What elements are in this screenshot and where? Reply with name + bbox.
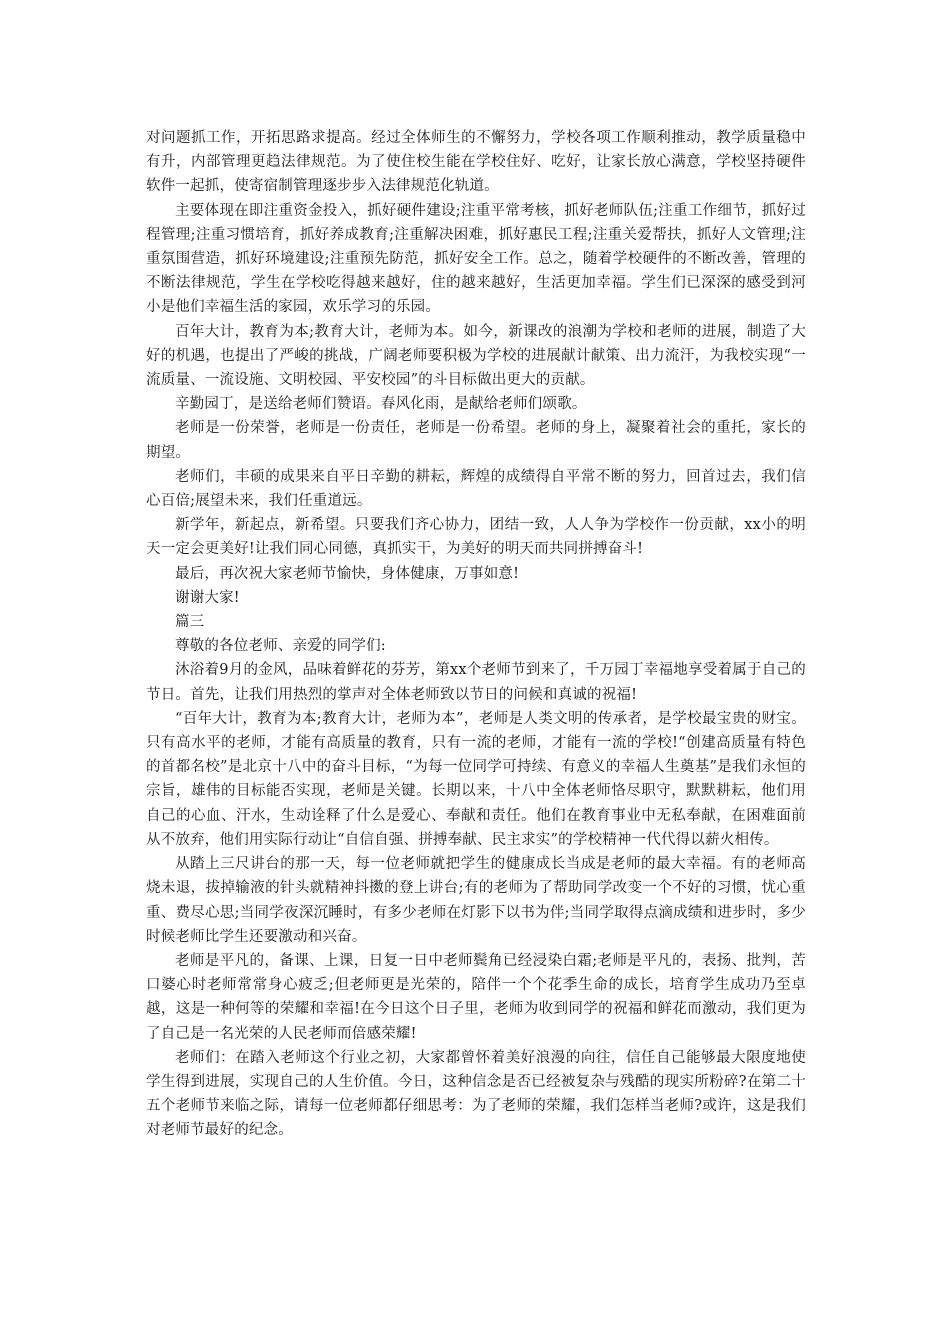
paragraph: 老师们，丰硕的成果来自平日辛勤的耕耘，辉煌的成绩得自平常不断的努力，回首过去，我们信心百倍;展望未来，我们任重道远。 bbox=[146, 468, 806, 510]
paragraph: 谢谢大家! bbox=[175, 589, 240, 606]
paragraph: “百年大计，教育为本;教育大计，老师为本”，老师是人类文明的传承者，是学校最宝贵的财宝。只有高水平的老师，才能有高质量的教育，只有一流的老师，才能有一流的学校!“创建高质量有特色的首都名校”是北京十八中的奋斗目标，“为每一位同学可持续、有意义的幸福人生奠基”是我们永恒的宗旨，雄伟的目标能否实现，老师是关键。长期以来，十八中全体老师恪尽职守，默默耕耘，他们用自己的心血、汗水，生动诠释了什么是爱心、奉献和责任。他们在教育事业中无私奉献，在困难面前从不放弃，他们用实际行动让“自信自强、拼搏奉献、民主求实”的学校精神一代代得以薪火相传。 bbox=[146, 710, 806, 848]
paragraph: 从踏上三尺讲台的那一天，每一位老师就把学生的健康成长当成是老师的最大幸福。有的老师高烧未退，拔掉输液的针头就精神抖擞的登上讲台;有的老师为了帮助同学改变一个不好的习惯，忧心重重、费尽心思;当同学夜深沉睡时，有多少老师在灯影下以书为伴;当同学取得点滴成绩和进步时，多少时候老师比学生还要激动和兴奋。 bbox=[146, 856, 806, 945]
salutation: 尊敬的各位老师、亲爱的同学们: bbox=[175, 638, 386, 655]
paragraph: 沐浴着9月的金风，品味着鲜花的芬芳，第xx个老师节到来了，千万园丁幸福地享受着属于自己的节日。首先，让我们用热烈的掌声对全体老师致以节日的问候和真诚的祝福! bbox=[146, 662, 806, 703]
paragraph: 老师是平凡的，备课、上课，日复一日中老师鬓角已经浸染白霜;老师是平凡的，表扬、批判，苦口婆心时老师常常身心疲乏;但老师更是光荣的，陪伴一个个花季生命的成长，培育学生成功乃至卓越，这是一种何等的荣耀和幸福!在今日这个日子里，老师为收到同学的祝福和鲜花而激动，我们更为了自己是一名光荣的人民老师而倍感荣耀! bbox=[146, 952, 806, 1042]
paragraph: 辛勤园丁，是送给老师们赞语。春风化雨，是献给老师们颂歌。 bbox=[175, 396, 587, 413]
paragraph: 主要体现在即注重资金投入，抓好硬件建设;注重平常考核，抓好老师队伍;注重工作细节，抓好过程管理;注重习惯培育，抓好养成教育;注重解决困难，抓好惠民工程;注重关爱帮扶，抓好人文管理;注重氛围营造，抓好环境建设;注重预先防范，抓好安全工作。总之，随着学校硬件的不断改善，管理的不断法律规范，学生在学校吃得越来越好，住的越来越好，生活更加幸福。学生们已深深的感受到河小是他们幸福生活的家园，欢乐学习的乐园。 bbox=[146, 202, 806, 316]
paragraph: 最后，再次祝大家老师节愉快，身体健康，万事如意! bbox=[175, 565, 520, 582]
document-body bbox=[146, 126, 806, 1143]
paragraph: 老师是一份荣誉，老师是一份责任，老师是一份希望。老师的身上，凝聚着社会的重托，家长的期望。 bbox=[146, 420, 806, 461]
paragraph: 老师们：在踏入老师这个行业之初，大家都曾怀着美好浪漫的向往，信任自己能够最大限度地使学生得到进展，实现自己的人生价值。今日，这种信念是否已经被复杂与残酷的现实所粉碎?在第二十五个老师节来临之际，请每一位老师都仔细思考：为了老师的荣耀，我们怎样当老师?或许，这是我们对老师节最好的纪念。 bbox=[146, 1049, 806, 1139]
paragraph: 对问题抓工作，开拓思路求提高。经过全体师生的不懈努力，学校各项工作顺利推动，教学质量稳中有升，内部管理更趋法律规范。为了使住校生能在学校住好、吃好，让家长放心满意，学校坚持硬件软件一起抓，使寄宿制管理逐步步入法律规范化轨道。 bbox=[146, 130, 806, 195]
section-heading: 篇三 bbox=[175, 614, 205, 631]
paragraph: 百年大计，教育为本;教育大计，老师为本。如今，新课改的浪潮为学校和老师的进展，制造了大好的机遇，也提出了严峻的挑战，广阔老师要积极为学校的进展献计献策、出力流汗，为我校实现“一流质量、一流设施、文明校园、平安校园”的斗目标做出更大的贡献。 bbox=[146, 323, 806, 389]
paragraph: 新学年，新起点，新希望。只要我们齐心协力，团结一致，人人争为学校作一份贡献，xx小的明天一定会更美好!让我们同心同德，真抓实干，为美好的明天而共同拼搏奋斗! bbox=[146, 517, 806, 558]
